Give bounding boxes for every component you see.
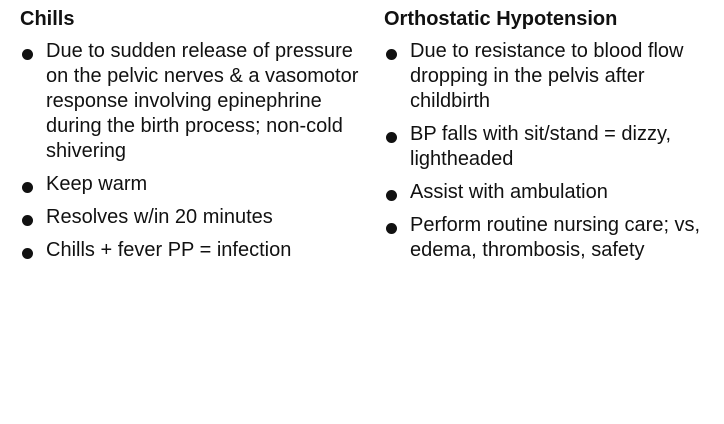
list-item-text: Due to sudden release of pressure on the pelvic nerves & a vasomotor response involving epinephrine during the birth process; non-cold shivering bbox=[46, 40, 359, 162]
orthostatic-hypotension-heading: Orthostatic Hypotension bbox=[384, 8, 618, 30]
bullet-dot-icon bbox=[22, 248, 33, 259]
list-item-text: Due to resistance to blood flow dropping in the pelvis after childbirth bbox=[410, 40, 684, 112]
bullet-dot-icon bbox=[386, 223, 397, 234]
bullet-dot-icon bbox=[22, 49, 33, 60]
list-item bbox=[20, 205, 360, 230]
orthostatic-bullet-list bbox=[384, 39, 720, 263]
list-item bbox=[20, 39, 360, 164]
list-item-text: BP falls with sit/stand = dizzy, lightheaded bbox=[410, 123, 672, 170]
chills-heading: Chills bbox=[20, 8, 75, 30]
list-item-text: Perform routine nursing care; vs, edema, thrombosis, safety bbox=[410, 214, 701, 261]
list-item-text: Keep warm bbox=[46, 173, 148, 195]
orthostatic-hypotension-column bbox=[384, 6, 720, 271]
bullet-dot-icon bbox=[386, 49, 397, 60]
list-item bbox=[384, 122, 720, 172]
list-item bbox=[384, 180, 720, 205]
list-item bbox=[384, 39, 720, 114]
list-item-text: Resolves w/in 20 minutes bbox=[46, 206, 273, 228]
bullet-dot-icon bbox=[386, 190, 397, 201]
list-item-text: Assist with ambulation bbox=[410, 181, 608, 203]
chills-bullet-list bbox=[20, 39, 360, 263]
list-item-text: Chills + fever PP = infection bbox=[46, 239, 292, 261]
bullet-dot-icon bbox=[386, 132, 397, 143]
bullet-dot-icon bbox=[22, 182, 33, 193]
list-item bbox=[20, 238, 360, 263]
list-item bbox=[384, 213, 720, 263]
bullet-dot-icon bbox=[22, 215, 33, 226]
chills-column bbox=[20, 6, 360, 271]
list-item bbox=[20, 172, 360, 197]
